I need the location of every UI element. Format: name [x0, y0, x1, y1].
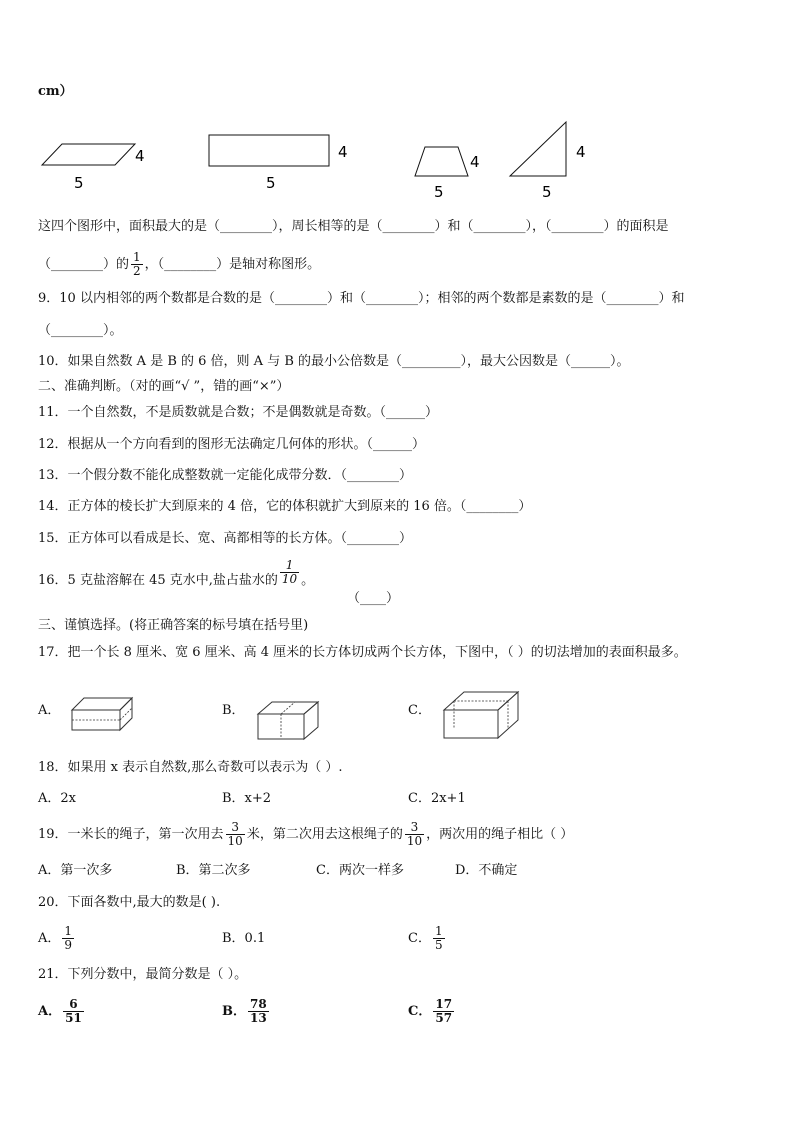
q16-text-a: 16．5 克盐溶解在 45 克水中,盐占盐水的 — [38, 573, 278, 588]
q8-line1: 这四个图形中，面积最大的是（________），周长相等的是（________）和（________），（________）的面积是 — [38, 219, 669, 234]
trapezoid-shape — [415, 147, 480, 201]
q21-optC-num: 17 — [435, 997, 453, 1011]
q20-optA-den: 9 — [64, 938, 73, 952]
q17-option-b: B． — [222, 703, 245, 718]
q21-option-c — [408, 995, 456, 1029]
q20-optC-den: 5 — [434, 938, 443, 952]
q21-option-c-label: C． — [408, 1004, 432, 1019]
q18-stem: 18．如果用 x 表示自然数,那么奇数可以表示为（ ）. — [38, 760, 343, 775]
q17-figure-c — [438, 686, 528, 746]
q21-option-b-fraction — [248, 998, 269, 1025]
q21-optC-den: 57 — [435, 1011, 453, 1025]
q10-text: 10．如果自然数 A 是 B 的 6 倍，则 A 与 B 的最小公倍数是（_________），最大公因数是（______）。 — [38, 354, 630, 369]
q21-optB-den: 13 — [250, 1011, 267, 1025]
q16-frac-num: 1 — [285, 558, 294, 572]
q21-option-b — [222, 995, 271, 1029]
q20-option-a-label: A． — [38, 931, 61, 946]
q19-stem — [38, 818, 573, 852]
q12-text: 12．根据从一个方向看到的图形无法确定几何体的形状。（______） — [38, 437, 426, 452]
q21-optA-den: 51 — [65, 1011, 82, 1025]
q21-option-a-fraction — [63, 998, 84, 1025]
q21-optB-num: 78 — [250, 997, 267, 1011]
q17-figure-b — [252, 694, 332, 744]
parallelogram-base-label: 5 — [74, 174, 84, 192]
q19-option-d: D．不确定 — [455, 863, 518, 878]
q16-frac-den: 10 — [281, 572, 298, 586]
triangle-base-label: 5 — [542, 183, 552, 201]
q17-option-a: A． — [38, 703, 61, 718]
q8-fraction — [131, 251, 143, 278]
q9-line1: 9．10 以内相邻的两个数都是合数的是（________）和（________）；相邻的两个数都是素数的是（________）和 — [38, 291, 685, 306]
q17-option-c: C． — [408, 703, 431, 718]
q21-stem: 21．下列分数中，最简分数是（ ）。 — [38, 967, 248, 982]
q20-option-c — [408, 922, 447, 956]
rectangle-base-label: 5 — [266, 174, 276, 192]
q20-option-b: B．0.1 — [222, 931, 266, 946]
q19-fraction-2 — [405, 821, 424, 848]
q21-option-b-label: B． — [222, 1004, 246, 1019]
q16-line — [38, 558, 315, 596]
trapezoid-side-label: 4 — [470, 153, 480, 171]
q20-option-c-fraction — [433, 925, 445, 952]
section2-heading: 二、准确判断。（对的画“√ ”，错的画“×”） — [38, 379, 290, 394]
q19-option-c: C．两次一样多 — [316, 863, 404, 878]
q15-text: 15．正方体可以看成是长、宽、高都相等的长方体。（________） — [38, 531, 413, 546]
q19-stem-a: 19．一米长的绳子，第一次用去 — [38, 827, 224, 842]
q9-line2: （________）。 — [38, 323, 123, 338]
q19-option-b: B．第二次多 — [176, 863, 251, 878]
q16-fraction — [280, 559, 299, 586]
q17-stem: 17．把一个长 8 厘米、宽 6 厘米、高 4 厘米的长方体切成两个长方体，下图中，（ ）的切法增加的表面积最多。 — [38, 645, 687, 660]
section3-heading: 三、谨慎选择。(将正确答案的标号填在括号里) — [38, 618, 309, 633]
q19-fraction-1 — [226, 821, 245, 848]
q14-text: 14．正方体的棱长扩大到原来的 4 倍，它的体积就扩大到原来的 16 倍。（________） — [38, 499, 532, 514]
q8-line2-b: ，（________）是轴对称图形。 — [144, 257, 321, 272]
q19-frac1-den: 10 — [227, 834, 243, 848]
q20-stem: 20．下面各数中,最大的数是( ). — [38, 895, 221, 910]
q13-text: 13．一个假分数不能化成整数就一定能化成带分数．（________） — [38, 468, 413, 483]
parallelogram-side-label: 4 — [135, 147, 145, 165]
q20-optC-num: 1 — [434, 924, 443, 938]
q8-frac-den: 2 — [133, 264, 141, 278]
q19-frac2-den: 10 — [406, 834, 423, 848]
q20-option-c-label: C． — [408, 931, 431, 946]
q20-optA-num: 1 — [64, 924, 73, 938]
q19-stem-b: 米，第二次用去这根绳子的 — [246, 827, 403, 842]
q19-frac2-num: 3 — [410, 820, 419, 834]
q20-option-a — [38, 922, 76, 956]
q18-option-a: A．2x — [38, 791, 76, 806]
trapezoid-base-label: 5 — [434, 183, 444, 201]
q19-option-a: A．第一次多 — [38, 863, 113, 878]
q18-option-b: B．x+2 — [222, 791, 272, 806]
q21-optA-num: 6 — [69, 997, 78, 1011]
q21-option-c-fraction — [433, 998, 454, 1025]
rectangle-shape — [209, 135, 348, 192]
q16-blank: （____） — [347, 591, 400, 606]
triangle-shape — [510, 122, 586, 201]
q16-text-b: 。 — [301, 573, 315, 588]
parallelogram-shape — [42, 144, 145, 192]
header-fragment: cm） — [38, 84, 73, 99]
q8-frac-num: 1 — [133, 250, 141, 264]
q18-option-c: C．2x+1 — [408, 791, 466, 806]
q11-text: 11．一个自然数，不是质数就是合数；不是偶数就是奇数。（______） — [38, 405, 439, 420]
triangle-side-label: 4 — [576, 143, 586, 161]
q17-figure-a — [66, 692, 146, 742]
rectangle-side-label: 4 — [338, 143, 348, 161]
q8-line2-a: （________）的 — [38, 257, 130, 272]
q20-option-a-fraction — [62, 925, 74, 952]
q21-option-a-label: A． — [38, 1004, 62, 1019]
q21-option-a — [38, 995, 86, 1029]
q8-line2 — [38, 251, 320, 278]
q19-stem-c: ，两次用的绳子相比（ ） — [426, 827, 574, 842]
shapes-figure — [0, 112, 794, 232]
q19-frac1-num: 3 — [231, 820, 239, 834]
